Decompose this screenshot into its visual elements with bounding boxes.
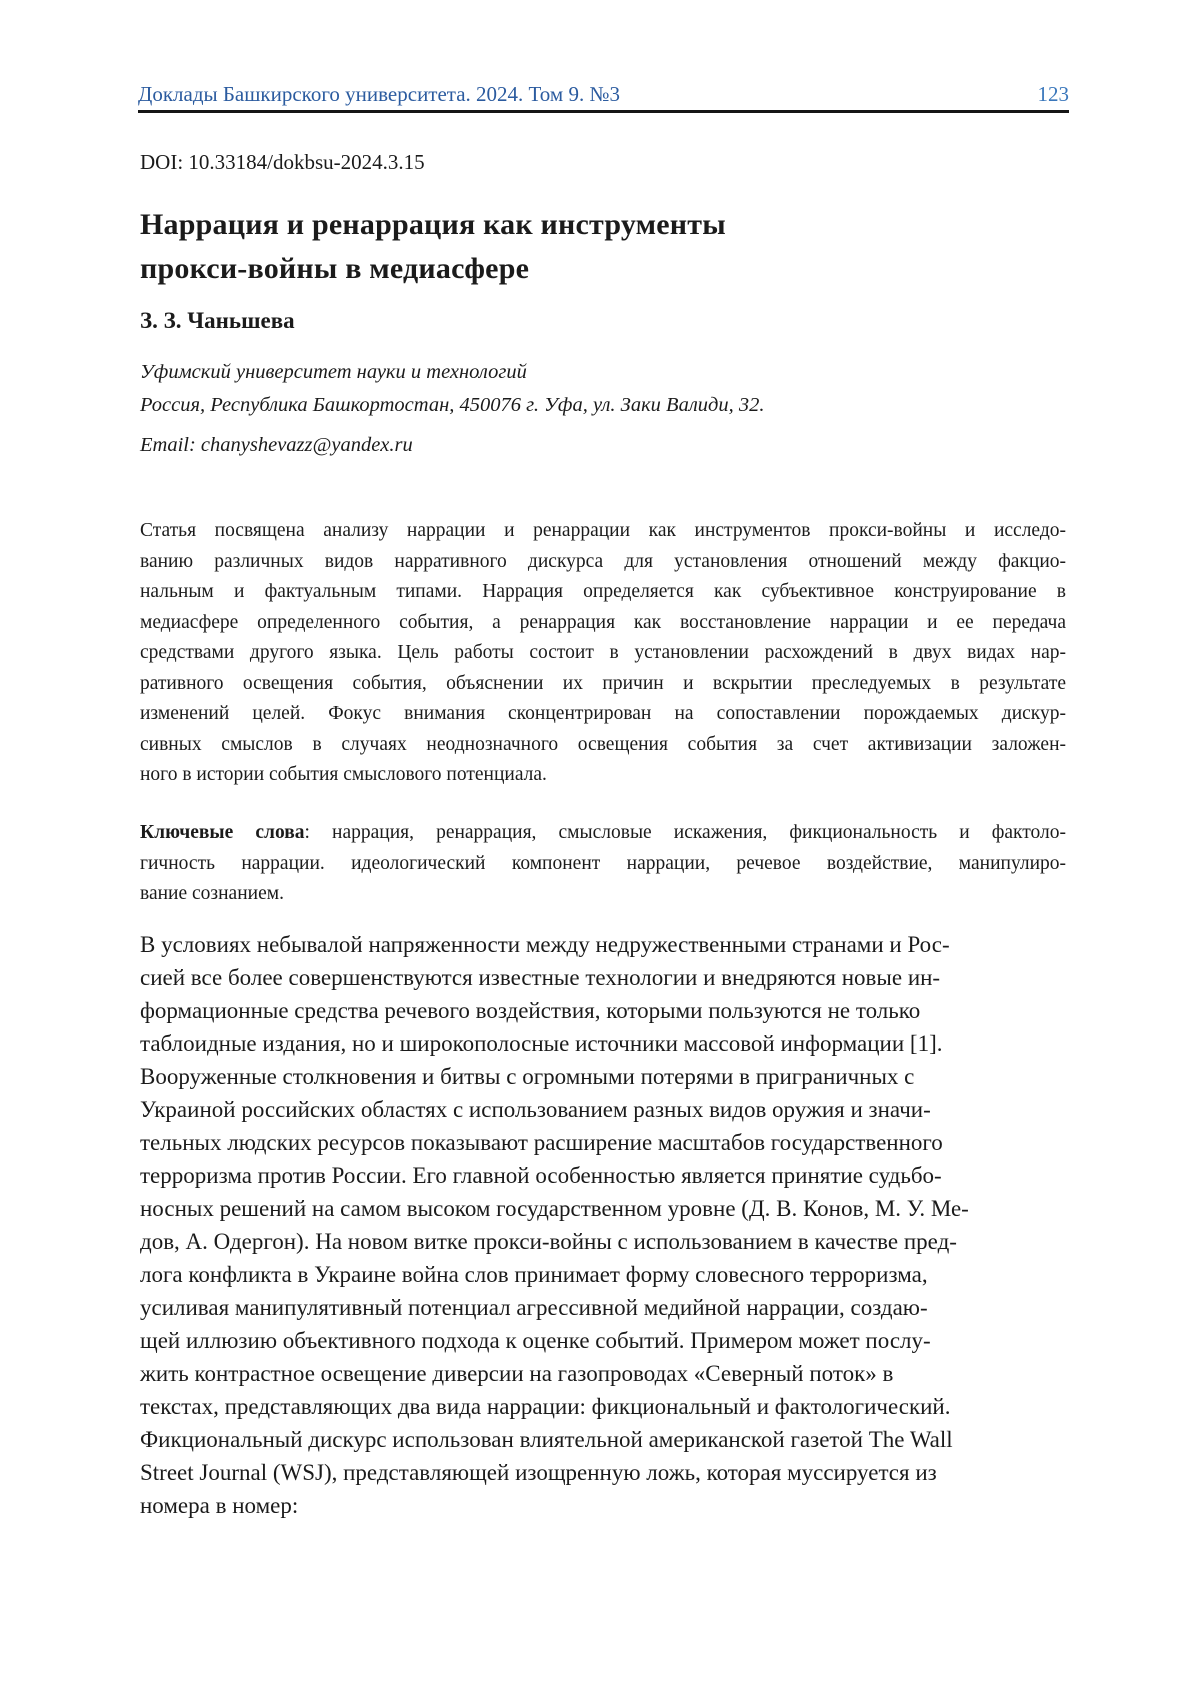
- text-line: изменений целей. Фокус внимания сконцентрирован на сопоставлении порождаемых дискур-: [140, 703, 1066, 724]
- text-line: щей иллюзию объективного подхода к оценке событий. Примером может послу-: [140, 1328, 931, 1353]
- text-line: Уфимский университет науки и технологий: [140, 361, 527, 383]
- text-line: ративного освещения события, объяснении их причин и вскрытии преследуемых в результате: [140, 672, 1066, 694]
- keywords-label: Ключевые слова: [140, 822, 305, 843]
- text-line: Street Journal (WSJ), представляющей изощренную ложь, которая муссируется из: [140, 1460, 937, 1485]
- text-line: средствами другого языка. Цель работы состоит в установлении расхождений в двух видах нар-: [140, 642, 1066, 663]
- text-line: терроризма против России. Его главной особенностью является принятие судьбо-: [140, 1163, 942, 1188]
- keywords-paragraph: [140, 818, 1066, 910]
- body-paragraph: [140, 928, 1066, 1522]
- author-name: З. З. Чаньшева: [140, 308, 295, 333]
- text-line: ванию различных видов нарративного дискурса для установления отношений между факцио-: [140, 550, 1066, 572]
- abstract-paragraph: [140, 516, 1066, 791]
- keywords-line: вание сознанием.: [140, 883, 284, 904]
- text-line: прокси-войны в медиасфере: [140, 252, 530, 285]
- text-line: таблоидные издания, но и широкополосные источники массовой информации [1].: [140, 1031, 943, 1056]
- text-line: Россия, Республика Башкортостан, 450076 г. Уфа, ул. Заки Валиди, 32.: [140, 394, 765, 416]
- text-line: Фикциональный дискурс использован влиятельной американской газетой The Wall: [140, 1427, 953, 1452]
- text-line: усиливая манипулятивный потенциал агрессивной медийной наррации, создаю-: [140, 1295, 928, 1320]
- text-line: формационные средства речевого воздействия, которыми пользуются не только: [140, 998, 921, 1023]
- text-line: Украиной российских областях с использованием разных видов оружия и значи-: [140, 1097, 931, 1122]
- article-title: [140, 203, 726, 291]
- header-rule: [138, 110, 1069, 113]
- affiliation: [140, 356, 765, 422]
- journal-title: Доклады Башкирского университета. 2024. Том 9. №3: [138, 82, 620, 106]
- text-line: сией все более совершенствуются известные технологии и внедряются новые ин-: [140, 965, 941, 990]
- text-line: медиасфере определенного события, а ренаррация как восстановление наррации и ее передача: [140, 611, 1066, 633]
- text-line: ного в истории события смыслового потенциала.: [140, 764, 547, 785]
- doi-line: DOI: 10.33184/dokbsu-2024.3.15: [140, 150, 425, 174]
- text-line: Статья посвящена анализу наррации и ренаррации как инструментов прокси-войны и исследо-: [140, 520, 1066, 541]
- running-head: [138, 82, 1069, 107]
- text-line: Наррация и ренаррация как инструменты: [140, 208, 726, 241]
- email-line: Email: chanyshevazz@yandex.ru: [140, 434, 413, 456]
- text-line: носных решений на самом высоком государственном уровне (Д. В. Конов, М. У. Ме-: [140, 1196, 969, 1221]
- page-number: 123: [1037, 82, 1069, 106]
- text-line: В условиях небывалой напряженности между недружественными странами и Рос-: [140, 932, 950, 957]
- text-line: дов, А. Одергон). На новом витке прокси-войны с использованием в качестве пред-: [140, 1229, 957, 1254]
- text-line: жить контрастное освещение диверсии на газопроводах «Северный поток» в: [140, 1361, 894, 1386]
- text-line: тельных людских ресурсов показывают расширение масштабов государственного: [140, 1130, 943, 1155]
- text-line: номера в номер:: [140, 1493, 299, 1518]
- text-line: нальным и фактуальным типами. Наррация определяется как субъективное конструирование в: [140, 581, 1066, 602]
- text-line: сивных смыслов в случаях неоднозначного освещения события за счет активизации заложен-: [140, 733, 1066, 755]
- text-line: лога конфликта в Украине война слов принимает форму словесного терроризма,: [140, 1262, 928, 1287]
- keywords-text: : наррация, ренаррация, смысловые искажения, фикциональность и фактоло-: [304, 822, 1066, 843]
- keywords-line: [140, 818, 1066, 849]
- keywords-line: гичность наррации. идеологический компонент наррации, речевое воздействие, манипулиро-: [140, 852, 1066, 874]
- text-line: текстах, представляющих два вида наррации: фикциональный и фактологический.: [140, 1394, 951, 1419]
- text-line: Вооруженные столкновения и битвы с огромными потерями в приграничных с: [140, 1064, 915, 1089]
